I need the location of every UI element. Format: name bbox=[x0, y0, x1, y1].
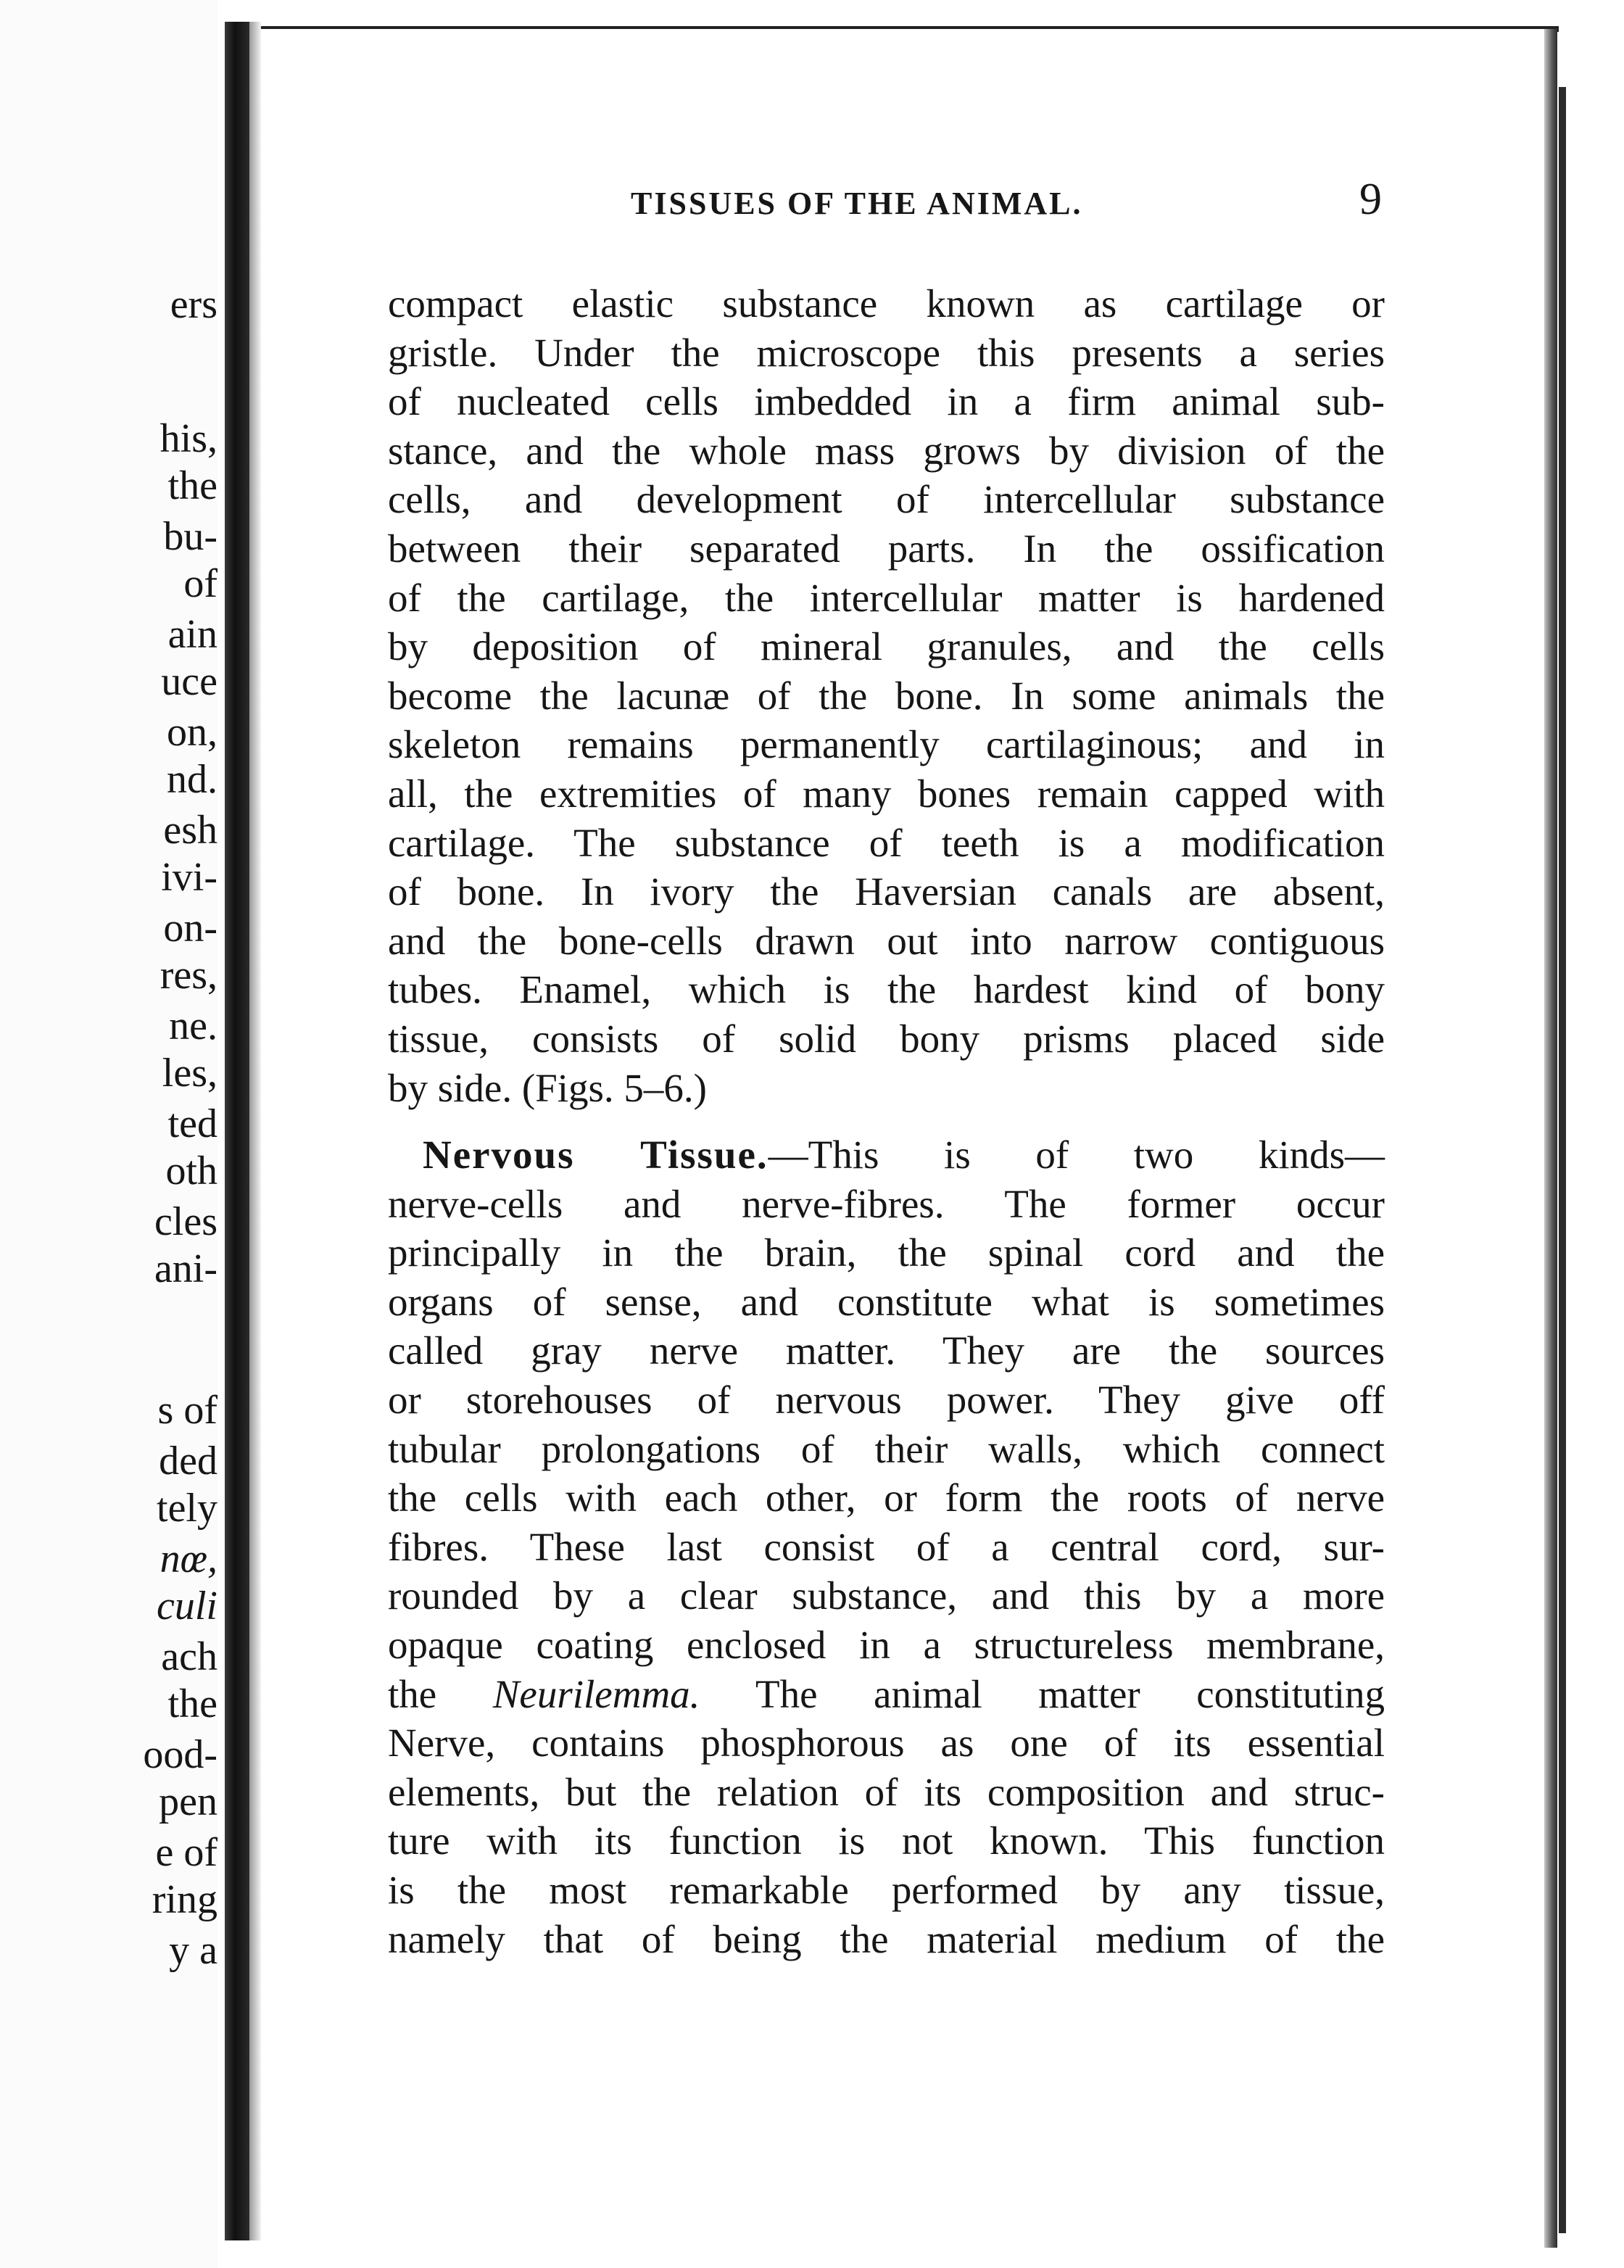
left-page-fragment: ood- bbox=[143, 1732, 218, 1777]
running-head: TISSUES OF THE ANIMAL. bbox=[631, 186, 1083, 221]
paragraph-line: stance, and the whole mass grows by division of the bbox=[388, 428, 1385, 473]
paragraph-line: organs of sense, and constitute what is sometimes bbox=[388, 1279, 1385, 1324]
left-page-fragment: culi bbox=[157, 1584, 218, 1628]
left-page-fragment: pen bbox=[159, 1779, 218, 1824]
paragraph-line: by side. (Figs. 5–6.) bbox=[388, 1065, 707, 1110]
paragraph-line bbox=[388, 1670, 1385, 1719]
paragraph-line: Nerve, contains phosphorous as one of its essential bbox=[388, 1721, 1385, 1766]
left-page-fragment: s of bbox=[157, 1388, 218, 1433]
heading-continuation: —This is of two kinds— bbox=[768, 1133, 1385, 1178]
left-page-fragment: ers bbox=[170, 282, 218, 327]
left-page-fragment: his, bbox=[160, 416, 218, 461]
paragraph-line: skeleton remains permanently cartilaginous; and in bbox=[388, 722, 1385, 767]
page-number: 9 bbox=[1359, 175, 1382, 224]
book-gutter bbox=[225, 22, 249, 2240]
left-page-fragment: nœ, bbox=[160, 1536, 218, 1581]
paragraph-line: fibres. These last consist of a central cord, sur- bbox=[388, 1524, 1385, 1569]
paragraph-line: between their separated parts. In the ossification bbox=[388, 526, 1385, 571]
left-page-fragment: les, bbox=[162, 1051, 218, 1096]
italic-term: Neurilemma. bbox=[492, 1671, 700, 1716]
left-page-fragment: ne. bbox=[169, 1003, 218, 1048]
left-page-fragment: on- bbox=[163, 906, 218, 951]
paragraph-line: cartilage. The substance of teeth is a modification bbox=[388, 820, 1385, 865]
paragraph-line: and the bone-cells drawn out into narrow contiguous bbox=[388, 918, 1385, 963]
left-facing-page bbox=[0, 0, 218, 2268]
paragraph-line: become the lacunæ of the bone. In some animals the bbox=[388, 673, 1385, 718]
paragraph-line: compact elastic substance known as cartilage or bbox=[388, 281, 1385, 326]
paragraph-line: opaque coating enclosed in a structureless membrane, bbox=[388, 1623, 1385, 1668]
left-page-fragment: ring bbox=[152, 1877, 218, 1922]
left-page-fragment: tely bbox=[157, 1486, 218, 1531]
page-right-edge bbox=[1544, 29, 1557, 2248]
left-page-fragment: res, bbox=[160, 953, 218, 998]
page-right-edge-shadow bbox=[1559, 87, 1566, 2233]
left-page-fragment: the bbox=[167, 1681, 218, 1726]
left-page-fragment: of bbox=[183, 561, 218, 606]
paragraph-gap bbox=[388, 1112, 1385, 1130]
paragraph-line: tubes. Enamel, which is the hardest kind of bony bbox=[388, 967, 1385, 1012]
left-page-fragment: esh bbox=[163, 808, 218, 853]
left-page-fragment: on, bbox=[167, 710, 218, 755]
paragraph-line: cells, and development of intercellular substance bbox=[388, 477, 1385, 522]
paragraph-line: the cells with each other, or form the roots of nerve bbox=[388, 1476, 1385, 1520]
paragraph-lines bbox=[388, 1180, 1385, 1670]
paragraph-line: called gray nerve matter. They are the sources bbox=[388, 1328, 1385, 1373]
left-page-fragment: the bbox=[167, 463, 218, 508]
section-heading: Nervous Tissue. bbox=[423, 1133, 768, 1178]
body-text bbox=[388, 279, 1385, 1963]
left-page-fragment: uce bbox=[161, 659, 218, 704]
paragraph-cartilage bbox=[388, 279, 1385, 1112]
paragraph-line: principally in the brain, the spinal cord and the bbox=[388, 1230, 1385, 1275]
left-page-fragment: cles bbox=[154, 1199, 218, 1244]
left-page-fragment: oth bbox=[165, 1149, 218, 1193]
paragraph-line: by deposition of mineral granules, and the cells bbox=[388, 624, 1385, 669]
paragraph-line: gristle. Under the microscope this presents a series bbox=[388, 330, 1385, 375]
paragraph-line: all, the extremities of many bones remain capped with bbox=[388, 771, 1385, 816]
left-page-fragment: nd. bbox=[167, 757, 218, 802]
paragraph-line bbox=[388, 1130, 1385, 1180]
left-page-fragment: ted bbox=[167, 1101, 218, 1146]
left-page-fragment: ain bbox=[167, 612, 218, 657]
left-page-fragment: y a bbox=[169, 1928, 218, 1973]
paragraph-line: is the most remarkable performed by any tissue, bbox=[388, 1868, 1385, 1912]
left-page-fragment: ded bbox=[159, 1439, 218, 1483]
paragraph-line: ture with its function is not known. This function bbox=[388, 1818, 1385, 1863]
paragraph-line: tubular prolongations of their walls, which connect bbox=[388, 1426, 1385, 1471]
paragraph-nervous-tissue bbox=[388, 1130, 1385, 1963]
paragraph-line: rounded by a clear substance, and this by a more bbox=[388, 1573, 1385, 1618]
paragraph-line: elements, but the relation of its composition and struc- bbox=[388, 1769, 1385, 1814]
line-text: The animal matter constituting bbox=[700, 1671, 1385, 1716]
paragraph-line: nerve-cells and nerve-fibres. The former occur bbox=[388, 1181, 1385, 1226]
paragraph-line: of nucleated cells imbedded in a firm animal sub- bbox=[388, 379, 1385, 424]
paragraph-line: of the cartilage, the intercellular matter is hardened bbox=[388, 575, 1385, 620]
line-text: the bbox=[388, 1671, 493, 1716]
left-page-fragment: e of bbox=[155, 1830, 218, 1875]
paragraph-line: or storehouses of nervous power. They give off bbox=[388, 1378, 1385, 1423]
paragraph-line: tissue, consists of solid bony prisms placed side bbox=[388, 1016, 1385, 1061]
paragraph-line: namely that of being the material medium of the bbox=[388, 1916, 1385, 1961]
paragraph-line: of bone. In ivory the Haversian canals are absent, bbox=[388, 869, 1385, 914]
left-page-fragment: bu- bbox=[163, 514, 218, 559]
gutter-shadow bbox=[249, 22, 261, 2240]
left-page-fragment: ach bbox=[161, 1634, 218, 1679]
left-page-fragment: ani- bbox=[154, 1246, 218, 1291]
paragraph-lines bbox=[388, 1718, 1385, 1963]
left-page-fragment: ivi- bbox=[161, 855, 218, 900]
